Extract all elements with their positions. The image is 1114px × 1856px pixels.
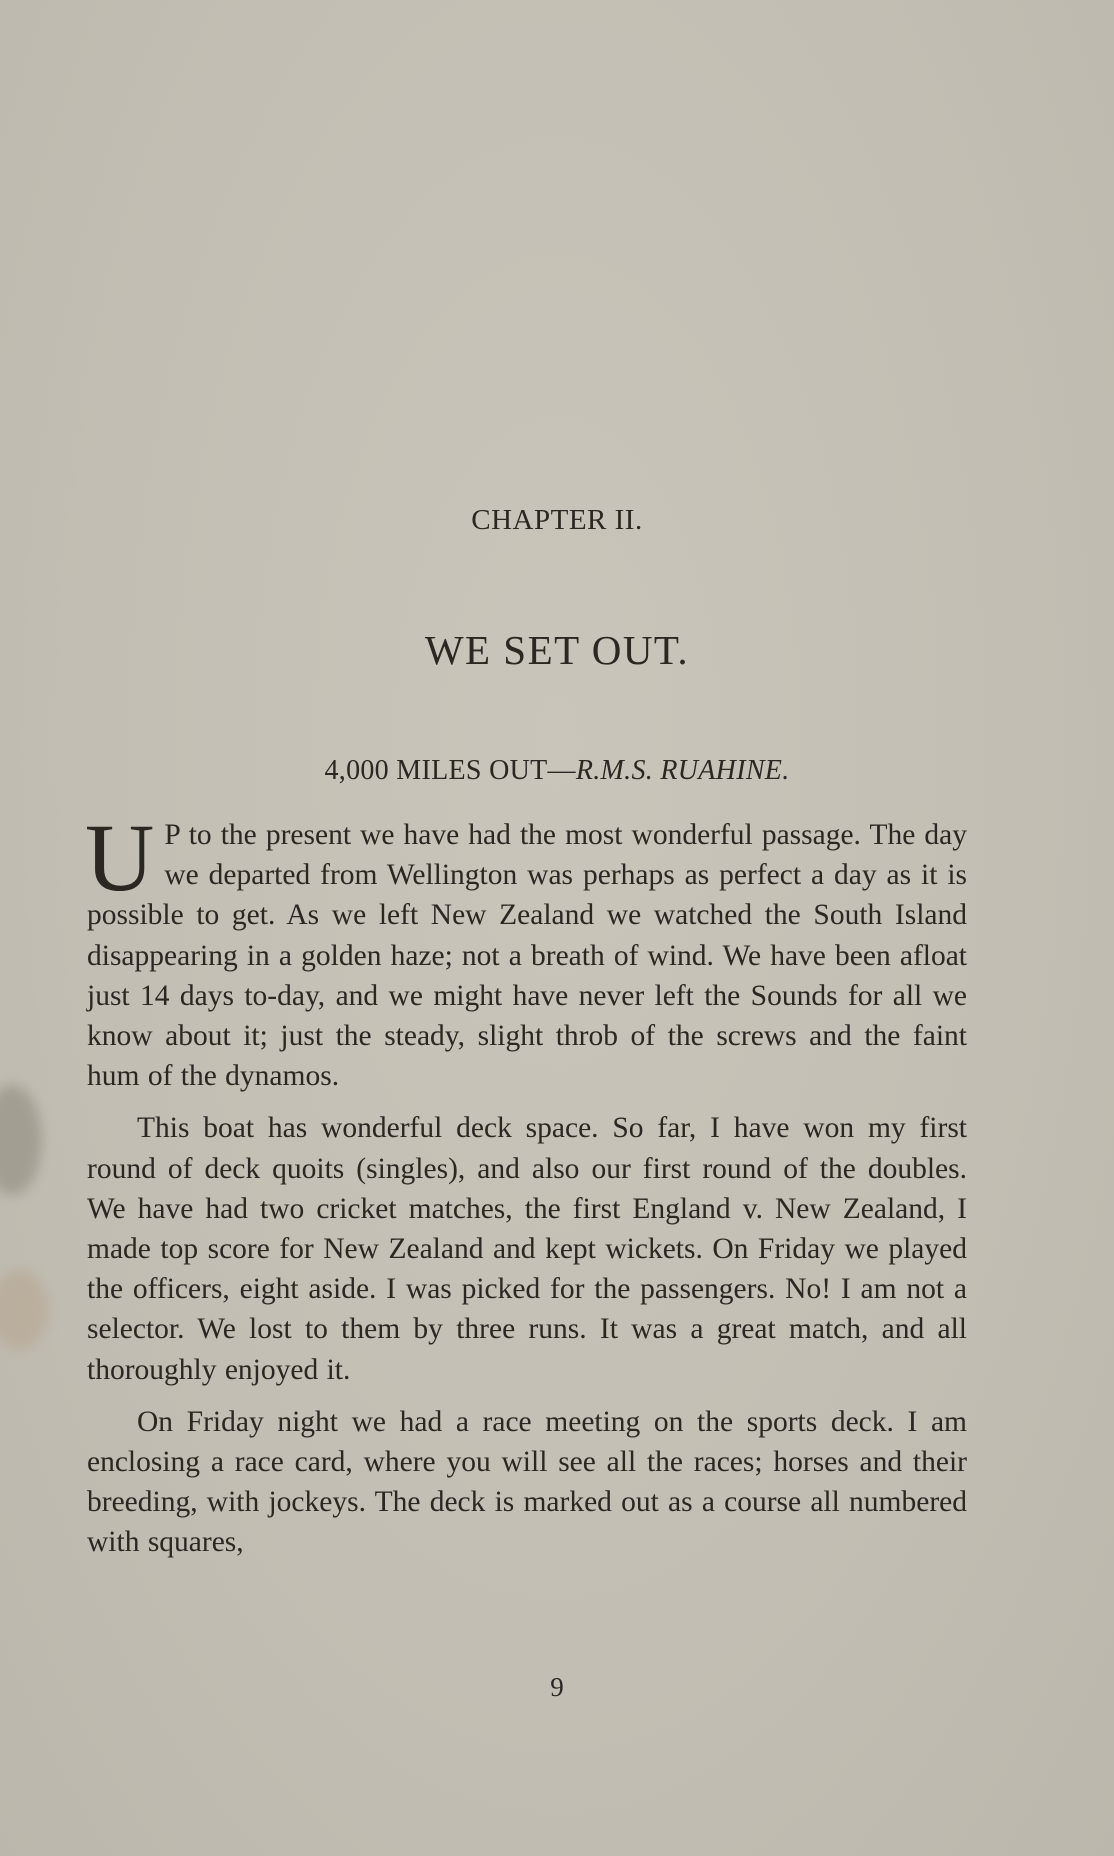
- paragraph-1-text: P to the present we have had the most wonderful passage. The day we departed from Wellington was perhaps as perfect a day as it is possible to get. As we left New Zealand we watched the South Island disappearing in a golden haze; not a breath of wind. We have been afloat just 14 days to-day, and we might have never left the Sounds for all we know about it; just the steady, slight throb of the screws and the faint hum of the dynamos.: [87, 819, 967, 1093]
- section-heading-ship: R.M.S. RUAHINE.: [575, 755, 790, 786]
- paragraph-2: This boat has wonderful deck space. So far, I have won my first round of deck quoits (singles), and also our first round of the doubles. We have had two cricket matches, the first England v. New Zealand, I made top score for New Zealand and kept wickets. On Friday we played the officers, eight aside. I was picked for the passengers. No! I am not a selector. We lost to them by three runs. It was a great match, and all thoroughly enjoyed it.: [87, 1112, 967, 1386]
- page-number: 9: [550, 1672, 564, 1702]
- chapter-title: WE SET OUT.: [424, 627, 690, 673]
- paragraph-1: [85, 804, 967, 1096]
- drop-cap: U: [85, 804, 155, 911]
- paragraph-3: On Friday night we had a race meeting on the sports deck. I am enclosing a race card, where you will see all the races; horses and their breeding, with jockeys. The deck is marked out as a course all numbered with squares,: [87, 1405, 967, 1559]
- chapter-label: CHAPTER II.: [471, 504, 643, 536]
- page-stain: [0, 1085, 42, 1195]
- section-heading: [0, 755, 1114, 787]
- body-text: [85, 804, 967, 1575]
- section-heading-text: 4,000 MILES OUT—: [324, 755, 576, 786]
- page-stain: [0, 1270, 48, 1350]
